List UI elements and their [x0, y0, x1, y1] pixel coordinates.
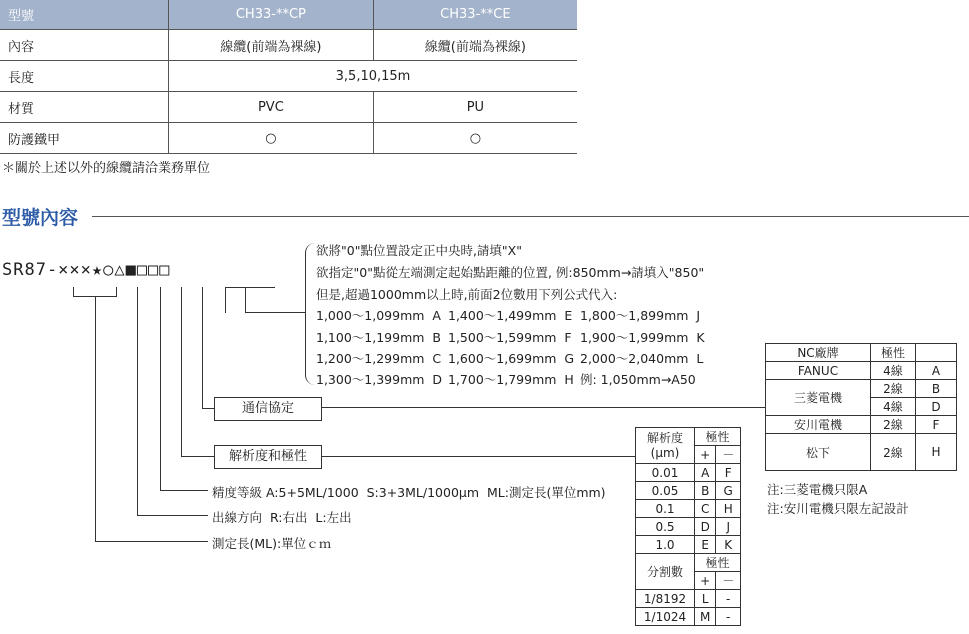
direction-label: 出線方向 R:右出 L:左出 [212, 510, 352, 525]
spec-header-model: 型號 [0, 0, 169, 30]
res-plus: D [695, 518, 716, 536]
pos-cell: 1,600～1,699mm G [448, 351, 575, 366]
section-divider [92, 216, 969, 217]
connector-line [321, 456, 635, 457]
resolution-table [635, 427, 741, 626]
minus-header: － [716, 446, 741, 464]
plus-header: + [695, 572, 716, 590]
div-minus: - [716, 590, 741, 608]
connector-line [245, 287, 246, 313]
connector-line [160, 490, 208, 491]
spec-row-label: 防護鐵甲 [0, 123, 169, 154]
nc-brand: FANUC [766, 362, 871, 380]
nc-header-code [916, 344, 957, 362]
connector-line [202, 408, 214, 409]
spec-table [0, 0, 577, 154]
spec-header-row [0, 0, 577, 30]
res-plus: E [695, 536, 716, 554]
spec-cell: 3,5,10,15m [169, 61, 578, 92]
spec-header-cp: CH33-**CP [169, 0, 374, 30]
nc-brand: 三菱電機 [766, 380, 871, 416]
length-label: 測定長(ML):單位ｃｍ [212, 536, 332, 551]
connector-line [160, 287, 161, 491]
spec-row-label: 材質 [0, 92, 169, 123]
nc-header-polarity: 極性 [871, 344, 916, 362]
res-minus: H [716, 500, 741, 518]
spec-row [0, 61, 577, 92]
nc-note: 注:安川電機只限左記設計 [767, 501, 909, 516]
pos-cell: 1,500～1,599mm F [448, 330, 572, 345]
connector-line [245, 312, 305, 313]
connector-line [225, 287, 226, 313]
resolution-label: 解析度和極性 [214, 445, 322, 469]
nc-brand: 安川電機 [766, 416, 871, 434]
model-code: SR87-×××★○△■□□□ [2, 260, 171, 280]
pos-cell: 2,000～2,040mm L [580, 351, 704, 366]
connector-line [225, 287, 275, 288]
res-value: 0.01 [636, 464, 695, 482]
nc-header-brand: NC廠牌 [766, 344, 871, 362]
nc-code: B [916, 380, 957, 398]
section-title: 型號內容 [2, 207, 79, 229]
nc-wire: 2線 [871, 434, 916, 471]
res-minus: K [716, 536, 741, 554]
div-plus: L [695, 590, 716, 608]
pos-cell: 1,400～1,499mm E [448, 308, 573, 323]
nc-code: D [916, 398, 957, 416]
resolution-unit: (μm) [650, 445, 680, 460]
nc-code: F [916, 416, 957, 434]
res-value: 1.0 [636, 536, 695, 554]
res-minus: J [716, 518, 741, 536]
connector-line [181, 287, 182, 457]
resolution-header-text: 解析度 [646, 430, 683, 445]
div-value: 1/1024 [636, 608, 695, 626]
position-note: 欲指定"0"點從左端測定起始點距離的位置, 例:850mm→請填入"850" [316, 265, 705, 280]
spec-row-label: 長度 [0, 61, 169, 92]
div-minus: - [716, 608, 741, 626]
spec-header-ce: CH33-**CE [373, 0, 577, 30]
polarity-header: 極性 [695, 428, 741, 446]
connector-line [181, 456, 214, 457]
pos-cell: 1,300～1,399mm D [316, 372, 442, 387]
spec-row [0, 92, 577, 123]
res-plus: B [695, 482, 716, 500]
spec-cell: PU [373, 92, 577, 123]
spec-cell: PVC [169, 92, 374, 123]
nc-code: H [916, 434, 957, 471]
res-value: 0.1 [636, 500, 695, 518]
nc-wire: 2線 [871, 416, 916, 434]
res-plus: A [695, 464, 716, 482]
cable-note: ＊關於上述以外的線纜請洽業務單位 [2, 161, 211, 176]
spec-row [0, 123, 577, 154]
pos-cell: 1,000～1,099mm A [316, 308, 441, 323]
nc-note: 注:三菱電機只限A [767, 482, 868, 497]
connector-line [137, 515, 208, 516]
pos-cell: 1,900～1,999mm K [580, 330, 705, 345]
div-value: 1/8192 [636, 590, 695, 608]
accuracy-label: 精度等級 A:5+5ML/1000 S:3+3ML/1000μm ML:測定長(單位mm) [212, 485, 606, 500]
nc-code: A [916, 362, 957, 380]
connector-line [321, 407, 765, 408]
spec-row-label: 內容 [0, 30, 169, 61]
spec-cell: ○ [169, 123, 374, 154]
nc-table [765, 343, 957, 471]
connector-line [95, 541, 208, 542]
spec-cell: ○ [373, 123, 577, 154]
nc-wire: 4線 [871, 362, 916, 380]
pos-cell: 1,800～1,899mm J [580, 308, 701, 323]
division-header: 分割數 [636, 554, 695, 590]
pos-cell: 1,200～1,299mm C [316, 351, 442, 366]
spec-row [0, 30, 577, 61]
res-plus: C [695, 500, 716, 518]
position-note: 欲將"0"點位置設定正中央時,請填"X" [316, 243, 522, 258]
div-plus: M [695, 608, 716, 626]
pos-cell: 1,700～1,799mm H [448, 372, 574, 387]
resolution-header [636, 428, 695, 464]
minus-header: － [716, 572, 741, 590]
nc-brand: 松下 [766, 434, 871, 471]
plus-header: + [695, 446, 716, 464]
res-minus: F [716, 464, 741, 482]
polarity-header: 極性 [695, 554, 741, 572]
spec-cell: 線纜(前端為裸線) [373, 30, 577, 61]
connector-line [95, 296, 96, 542]
pos-cell: 例: 1,050mm→A50 [580, 372, 696, 387]
bracket [305, 243, 316, 385]
protocol-label: 通信協定 [214, 397, 322, 421]
nc-wire: 4線 [871, 398, 916, 416]
pos-cell: 1,100～1,199mm B [316, 330, 441, 345]
position-note: 但是,超過1000mm以上時,前面2位數用下列公式代入: [316, 287, 618, 302]
res-value: 0.05 [636, 482, 695, 500]
connector-line [202, 287, 203, 409]
nc-wire: 2線 [871, 380, 916, 398]
spec-cell: 線纜(前端為裸線) [169, 30, 374, 61]
connector-line [137, 287, 138, 516]
res-value: 0.5 [636, 518, 695, 536]
res-minus: G [716, 482, 741, 500]
